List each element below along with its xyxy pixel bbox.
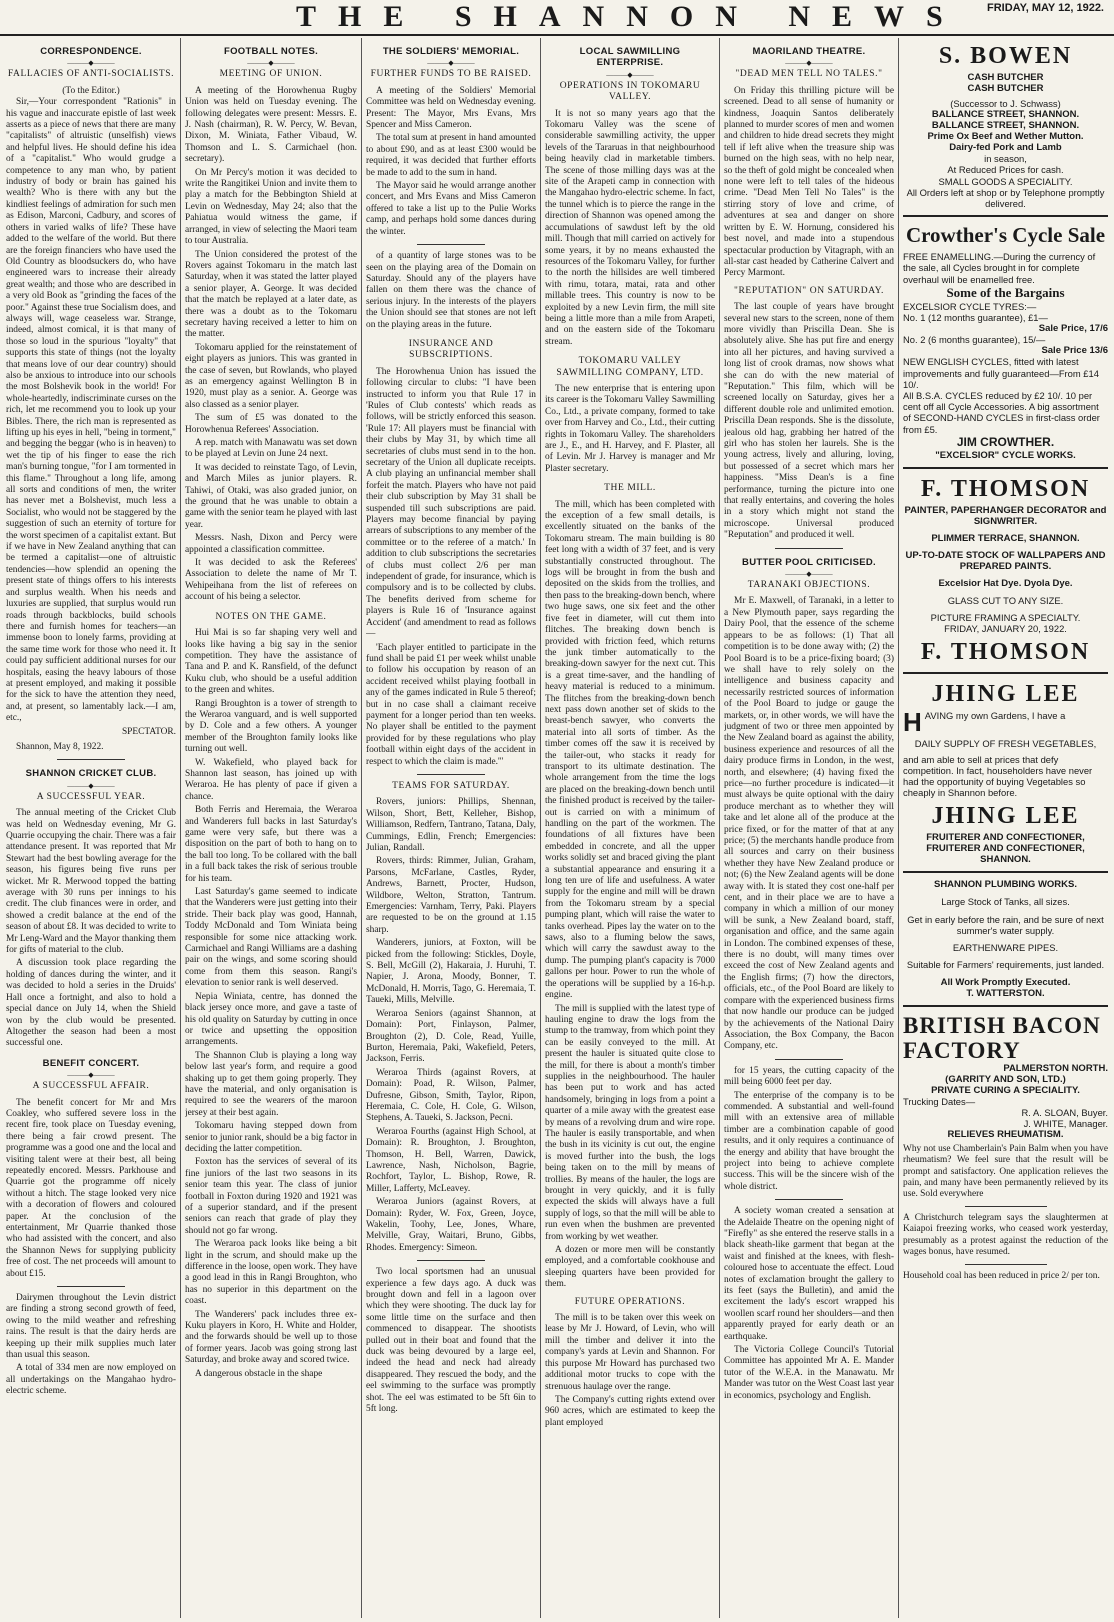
drop-cap: H bbox=[903, 710, 922, 735]
article-subtitle: THE MILL. bbox=[604, 483, 656, 494]
column-2 bbox=[185, 38, 357, 1618]
article-paragraph: Dairymen throughout the Levin district are finding a strong second growth of feed, owing to the mild weather and refreshing rains. The result is that the dairy herds are keeping up their milk supplies much later than usual this season. bbox=[6, 1293, 176, 1361]
advert-line: Some of the Bargains bbox=[946, 284, 1065, 300]
article-paragraph: for 15 years, the cutting capacity of the mill being 6000 feet per day. bbox=[724, 1065, 894, 1088]
divider bbox=[903, 215, 1108, 217]
advert-line: Prime Ox Beef and Wether Mutton. bbox=[927, 131, 1084, 143]
article-paragraph: of a quantity of large stones was to be seen on the playing area of the Domain on Saturday. Should any of the players have fallen on them there was the chance of serious injury. In the interests of the players the Union should see that stones are not left on the playing areas in the future. bbox=[366, 251, 536, 330]
advert-bacon-factory bbox=[903, 1013, 1108, 1130]
advert-address: BALLANCE STREET, SHANNON. bbox=[931, 109, 1080, 121]
advert-plumbing bbox=[903, 879, 1108, 998]
divider bbox=[903, 871, 1108, 873]
article-paragraph: A Christchurch telegram says the slaughtermen at Kaiapoi freezing works, who ceased work yesterday, presumably as a protest against the reduction of the wages bonus, have resumed. bbox=[903, 1213, 1108, 1257]
article-subtitle: MEETING OF UNION. bbox=[219, 69, 323, 80]
advert-thomson bbox=[903, 475, 1108, 667]
divider bbox=[775, 1059, 843, 1060]
article-paragraph: Last Saturday's game seemed to indicate that the Wanderers were just getting into their stride. Their back play was good, Hannah, Toddy McDonald and Tom Winiata being responsible for some nice attacking work. Carmichael and Rangi Williams are a dashing pair on the wings, and some scoring should come from them this season. Rangi's elevation to senior rank is well deserved. bbox=[185, 887, 357, 989]
article-paragraph: The Weraroa pack looks like being a bit light in the scrum, and should make up the difference in the loose, open work. They have a good lead in this in Rangi Broughton, who has no superior in this department on the coast. bbox=[185, 1239, 357, 1307]
divider bbox=[903, 672, 1108, 674]
advert-line: No. 2 (6 months guarantee), 15/— bbox=[903, 334, 1046, 346]
divider bbox=[903, 1005, 1108, 1007]
article-paragraph: The sum of £5 was donated to the Horowhenua Referees' Association. bbox=[185, 413, 357, 435]
article-paragraph: On Mr Percy's motion it was decided to write the Rangitikei Union and invite them to play a match for the Bebbington Shield at Levin on Wednesday, May 24; also that the Pahiatua would witness the game, if arranged, in view of selecting the Maori team to tour Australia. bbox=[185, 167, 357, 247]
article-paragraph: On Friday this thrilling picture will be screened. Dead to all sense of humanity or kindness, Joaquin Santos deliberately planned to murder scores of men and women and children to hide dread secrets they might tell if left alive when the treasure ship was burned on the high seas, with no help near, so the theft of gold might be concealed when none were left to tell tales of the hideous crime. "Dead Men Tell No Tales" is the stirring story of love and crime, of adventures at sea and danger on shore written by E. W. Hornung, considered his best novel, and made into a stupendous spectacular production by Vitagraph, with an all-star cast headed by Catherine Calvert and Percy Marmont. bbox=[724, 85, 894, 279]
advert-name: F. THOMSON bbox=[920, 475, 1091, 502]
column-4 bbox=[545, 38, 715, 1618]
article-paragraph: A society woman created a sensation at the Adelaide Theatre on the opening night of "Firefly" as she entered the reserve stalls in a black sheath-like garment that began at the waist and finished at the knees, with flesh-coloured hose to accentuate the effect. Loud notes of exclamation brought the gallery to its feet (says the Bulletin), and amid the excitement the lady's escort wrapped his woollen scarf round her shoulders—and then apparently prayed for early death or an earthquake. bbox=[724, 1206, 894, 1342]
article-subtitle: "DEAD MEN TELL NO TALES." bbox=[735, 69, 883, 80]
article-paragraph: It was decided to reinstate Tago, of Levin, and March Miles as junior players. R. Tahiwi, of Otaki, was also graded junior, on the ground that he was unable to obtain a game with the senior team he played with last year. bbox=[185, 462, 357, 530]
advert-name: JHING LEE bbox=[931, 803, 1080, 830]
advert-line: AVING my own Gardens, I have a bbox=[924, 710, 1066, 722]
ornament: ———◆——— bbox=[606, 70, 654, 79]
article-paragraph: A meeting of the Soldiers' Memorial Committee was held on Wednesday evening. Present: The Mayor, Mrs Evans, Mrs Spencer and Miss Cameron. bbox=[366, 85, 536, 131]
divider bbox=[775, 548, 843, 549]
article-subtitle: FUTURE OPERATIONS. bbox=[574, 1296, 686, 1307]
advert-line: No. 1 (12 months guarantee), £1— bbox=[903, 312, 1048, 324]
advert-line: and am able to sell at prices that defy competition. In fact, householders have never had the opportunity of buying Vegetables so cheaply in Shannon before. bbox=[903, 753, 1093, 799]
article-paragraph: Two local sportsmen had an unusual experience a few days ago. A duck was brought down and fell in a lagoon over which they were shooting. The duck lay for some little time on the surface and then commenced to disappear. The shootists pulled out in their boat and found that the duck was being devoured by a large eel, indeed the head and neck had already disappeared. They rescued the body, and the eel swimming to the surface was promptly shot. The eel was estimated to be 5ft 6in to 5ft long. bbox=[366, 1267, 536, 1415]
article-paragraph: The benefit concert for Mr and Mrs Coakley, who suffered severe loss in the recent fire, took place on Tuesday evening, there being a fair crowd present. The programme was a good one and the local and visiting talent were at their best, all being repeatedly encored. Messrs. Parkhouse and Quarrie got the programme off nicely without a hitch. The stage looked very nice with a decoration of flowers and coloured paper. At the conclusion of the entertainment, Mr Quarrie thanked those who had assisted with the concert, and also the Shannon News for supplying publicity free of cost. The net proceeds will amount to about £15. bbox=[6, 1097, 176, 1279]
advert-name: Crowther's Cycle Sale bbox=[905, 223, 1106, 248]
article-title: THE SOLDIERS' MEMORIAL. bbox=[382, 46, 520, 57]
article-paragraph: The mill, which has been completed with the exception of a few small details, is excellently situated on the banks of the Tokomaru stream. The main building is 80 feet long with a width of 37 feet, and is very substantially constructed throughout. The logs will be brought in from the bush and deposited on the skids from the trollies, and then pass to the breaking-down bench, where two huge saws, one six feet and the other five feet in diameter, will cut them into flitches. The breaking down bench is provided with friction feed, which returns the junk timber automatically to the breaking-down sawyer for the next cut. This is a great time-saver, and the handling of heavy material is reduced to a minimum. The flitches from the breaking-down bench next pass down another set of skids to the breast-bench sawyer, who converts the material into all sorts of timber. As the timber comes off the saw it is received by the tailer-out, who stacks it ready for transport to its ultimate destination. The whole arrangement from the time the logs are placed on the breaking-down bench until the finished product is received by the tailer-out is carried on with a minimum of handling on the part of the workmen. The foundations of all fixtures have been embedded in concrete, and all the upper works solidly set and braced giving the plant a substantial appearance and ensuring it a long ten ure of life and usefulness. A water supply for the engine and mill will be drawn from the Tokomaru stream by a special pumping plant, which will raise the water to tanks overhead. Pipes lay the water on to the saws, also to a fluming below the saws, which will carry the sawdust away to the dump. The pumping plant's capacity is 7000 gallons per hour. Power to run the whole of the operations will be supplied by a 16-h.p. engine. bbox=[545, 499, 715, 1001]
advert-line: PAINTER, PAPERHANGER DECORATOR and SIGNWRITER. bbox=[904, 504, 1107, 527]
advert-bowen bbox=[903, 42, 1108, 209]
article-paragraph: The Wanderers' pack includes three ex-Kuku players in Koro, H. White and Holder, and the forwards should be well up to those of former years. Jacob was going strong last Saturday, and broke away and scored twice. bbox=[185, 1309, 357, 1366]
ornament: ———◆——— bbox=[67, 1071, 115, 1080]
advert-name: BRITISH BACON FACTORY bbox=[903, 1012, 1101, 1063]
advert-line: Suitable for Farmers' requirements, just landed. bbox=[906, 959, 1105, 971]
article-paragraph: Weraroa Seniors (against Shannon, at Domain): Port, Finlayson, Palmer, Broughton (2), D. Cole, Read, Yuille, Burton, Heremaia, Paki, Wakefield, Peters, Jackson, Ferris. bbox=[366, 1008, 536, 1065]
column-rule bbox=[540, 38, 541, 1618]
article-paragraph: A total of 334 men are now employed on all undertakings on the Mangahao hydro-electric scheme. bbox=[6, 1363, 176, 1397]
article-paragraph: Tokomaru applied for the reinstatement of eight players as juniors. This was granted in the case of seven, but Rowlands, who played as an emergency against Wellington B in 1920, must play as a senior. A. George was also classed as a senior player. bbox=[185, 342, 357, 410]
article-paragraph: The Company's cutting rights extend over 960 acres, which are estimated to keep the plant employed bbox=[545, 1394, 715, 1428]
article-paragraph: Hui Mai is so far shaping very well and looks like having a big say in the senior competition. They have the assistance of Tana and P. and K. Ransfield, of the defunct Kuku club, who should be a useful addition to the green and whites. bbox=[185, 628, 357, 696]
advert-line: Get in early before the rain, and be sure of next summer's water supply. bbox=[907, 913, 1104, 936]
article-subtitle: A SUCCESSFUL YEAR. bbox=[36, 791, 146, 802]
ornament: ———◆——— bbox=[67, 781, 115, 790]
article-paragraph: Wanderers, juniors, at Foxton, will be picked from the following: Stickles, Doyle, S. Bell, McGill (2), Hakaraia, J. Huruhi, T. Napier, J. Arona, Moody, Bonner, T. McDonald, H. Morris, Tago, G. Heremaia, T. Taueki, Mills, Melville. bbox=[366, 938, 536, 1006]
advert-line: J. WHITE, Manager. bbox=[1023, 1117, 1108, 1129]
advert-line: "EXCELSIOR" CYCLE WORKS. bbox=[935, 449, 1076, 461]
column-rule bbox=[361, 38, 362, 1618]
ornament: ———◆——— bbox=[785, 570, 833, 579]
advert-price: Sale Price, 17/6 bbox=[1038, 323, 1108, 335]
article-paragraph: Foxton has the services of several of its fine juniors of the last two seasons in its senior team this year. The class of junior football in Foxton during 1920 and 1921 was of a superior standard, and if the present seniors can reach that grade of play they should not go far wrong. bbox=[185, 1157, 357, 1236]
advert-name: SHANNON PLUMBING WORKS. bbox=[933, 879, 1078, 891]
advert-line: All Work Promptly Executed. bbox=[940, 976, 1071, 988]
article-paragraph: Weraroa Fourths (against High School, at Domain): R. Broughton, J. Broughton, Thomson, H. Bell, Warren, Dawick, Lawrence, Nash, Nicholson, Bagrie, Rochfort, Taylor, L. Bishop, Rowe, R. Miller, Lafferty, McLeavey. bbox=[366, 1126, 536, 1194]
letter-body: Sir,—Your correspondent "Rationis" in his vague and inaccurate epistle of last week asserts as a piece of news that there are many "capitalists" of altruistic (unselfish) views and helpful lives. He should define his idea of a "capitalist." Who would grudge a competence to any man who, by patient industry of body or brain has gained his wealth? Who is there with any but the kindliest feelings of admiration for such men as Edison, Marconi, Cadbury, and scores of others in varied walks of life? These have added to the welfare of the world. But there are the foreign financiers who have used the Old Country as bloodsuckers do, who have engineered wars to increase their already great wealth; and those who are described in a very old Book as "grinding the faces of the poor." Against these true Socialism does, and always will, wage ceaseless war. Strange, indeed, almost comical, it is that many of those so loud in the spurious "loyalty" that supports this state of things (not the loyalty that means love of our dear country) should also be anxious to introduce into our schools the most Bolshevik book in the world! For whole-heartedly, indiscriminate curses on the rich, let me recommend you to look up your Bibles. There, the rich man is represented as lifting up his eyes in hell, "being in torment," and begging the beggar (who is in heaven) to wet the tip of his finger to ease the rich man's burning tongue, "for I am tormented in this flame." Throughout a long life, among all sorts and conditions of men, the writer has never met a Bolshevist, much less a Socialist, who would not be staggered by the suggestion of such an eternity of torture for the worst specimen of a capitalist extant. But if we have in New Zealand anything that can be termed a capitalist—one of altruistic tendencies—how splendid an opening the present state of things offers to his interests and surplus wealth. When his needs and luxuries are supplied, that surplus would run roads through backblocks, build schools there and furnish homes for teachers—an immense boon to lonely farms, providing at the same time work for those who need it. It could pay sufficient additional nurses for our hospitals, easing the heavy labours of those at present employed, and making it possible for the sick to have the attention they need, and, at present, so lamentably lack.—I am, etc., bbox=[6, 97, 176, 724]
divider bbox=[57, 759, 125, 760]
column-5 bbox=[724, 38, 894, 1618]
article-paragraph: The Shannon Club is playing a long way below last year's form, and require a good shaking up to get them going properly. They have the material, and only organisation is required to see the wearers of the maroon jersey at their best again. bbox=[185, 1050, 357, 1118]
advert-name: S. BOWEN bbox=[938, 43, 1073, 69]
article-subtitle: TOKOMARU VALLEY SAWMILLING COMPANY, LTD. bbox=[556, 356, 704, 378]
divider bbox=[417, 1260, 485, 1261]
article-subtitle: FURTHER FUNDS TO BE RAISED. bbox=[370, 69, 532, 80]
advert-jhing-lee bbox=[903, 680, 1108, 865]
article-title: BENEFIT CONCERT. bbox=[42, 1057, 140, 1069]
advert-line: PICTURE FRAMING A SPECIALTY. bbox=[930, 612, 1081, 624]
advert-line: CASH BUTCHER bbox=[967, 72, 1044, 83]
advert-line: NEW ENGLISH CYCLES, fitted with latest improvements and fully guaranteed—From £14 10/. bbox=[903, 356, 1099, 390]
divider bbox=[417, 774, 485, 775]
article-paragraph: The enterprise of the company is to be commended. A substantial and well-found mill with an extensive area of millable timber are a combination capable of good results, and it only requires a continuance of the energy and ability that have brought the project into being to achieve complete success. This will be the sincere wish of the whole district. bbox=[724, 1090, 894, 1192]
article-paragraph: The Union considered the protest of the Rovers against Tokomaru in the match last Saturday, when it was stated the latter played a senior player, A. George. It was decided that the match be replayed at a later date, as there was a doubt as to the Tokomaru secretary having received a letter to him on the matter. bbox=[185, 249, 357, 340]
divider bbox=[965, 1206, 1047, 1207]
letter-signature: SPECTATOR. bbox=[121, 726, 176, 737]
divider bbox=[417, 244, 485, 245]
advert-line: Dairy-fed Pork and Lamb bbox=[949, 142, 1062, 154]
article-paragraph: The new enterprise that is entering upon its career is the Tokomaru Valley Sawmilling Co., Ltd., a private company, formed to take over from Harvey and Co., Ltd., their cutting rights in Tokomaru Valley. The shareholders are J., E., and H. Harvey, and F. Plaster, all of Levin. Mr J. Harvey is manager and Mr Plaster secretary. bbox=[545, 383, 715, 474]
advert-line: FRUITERER AND CONFECTIONER, bbox=[926, 832, 1085, 844]
article-paragraph: It is not so many years ago that the Tokomaru Valley was the scene of considerable sawmilling activity, the upper levels of the Tararuas in that neighbourhood being heavily clad in marketable timbers. The scene of those milling days was at the site of the Arapeti camp in connection with the Mangahao hydro-electric scheme. In fact, the tunnel which is to pierce the range in the direction of Shannon was opened among the accumulations of sawdust left by the old mill. Though that mill carried on actively for some years, it by no means exhausted the resources of the Tokomaru Valley, for further to the north the hillsides are well timbered with rimu, totara, matai, rata and other millable trees. This country is now to be exploited by a new Levin firm, the mill site being a little more than a mile from Arapeti, and on the eastern side of the Tokomaru stream. bbox=[545, 108, 715, 347]
article-paragraph: A rep. match with Manawatu was set down to be played at Levin on June 24 next. bbox=[185, 438, 357, 460]
article-paragraph: A dangerous obstacle in the shape bbox=[195, 1368, 323, 1379]
article-paragraph: Weraroa Juniors (against Rovers, at Domain): Ryder, W. Fox, Green, Joyce, Wakelin, Toohy, Lee, Jones, Whare, Melville, Gray, Waitari, Bruno, Gibbs, Rhodes. Emergency: Simeon. bbox=[366, 1197, 536, 1253]
column-6-adverts bbox=[903, 38, 1108, 1618]
article-subtitle: INSURANCE AND SUBSCRIPTIONS. bbox=[408, 338, 494, 361]
article-title: FOOTBALL NOTES. bbox=[223, 46, 319, 57]
article-paragraph: Both Ferris and Heremaia, the Weraroa and Wanderers full backs in last Saturday's game were very safe, but there was a disposition on the part of both to hang on to the ball too long. To be collared with the ball in a full back takes the risk of serious trouble for his team. bbox=[185, 805, 357, 884]
advert-rheumatism bbox=[903, 1129, 1108, 1200]
advert-line: Excelsior Hat Dye. Dyola Dye. bbox=[938, 577, 1073, 589]
advert-name: JHING LEE bbox=[931, 681, 1080, 708]
advert-line: FREE ENAMELLING.—During the currency of the sale, all Cycles brought in for complete overhaul will be enamelled free. bbox=[903, 251, 1096, 285]
article-paragraph: A dozen or more men will be constantly employed, and a comfortable cookhouse and sleeping quarters have been provided for them. bbox=[545, 1245, 715, 1290]
article-subtitle: A SUCCESSFUL AFFAIR. bbox=[32, 1081, 150, 1092]
advert-name: F. THOMSON bbox=[920, 639, 1091, 666]
article-paragraph: Messrs. Nash, Dixon and Percy were appointed a classification committee. bbox=[185, 533, 357, 555]
ornament: ———◆——— bbox=[67, 59, 115, 68]
advert-line: JIM CROWTHER. bbox=[956, 434, 1055, 449]
advert-crowther bbox=[903, 223, 1108, 461]
advert-line: FRIDAY, JANUARY 20, 1922. bbox=[944, 623, 1067, 635]
article-paragraph: The mill is supplied with the latest type of hauling engine to draw the logs from the stump to the tramway, from which point they can be easily conveyed to the mill. At present the hauler is situated quite close to the mill, for there is about a month's timber supplies in the neighbourhood. The hauler has been put to work and has acted handsomely, bringing in logs from a point a quarter of a mile away with the greatest ease by means of a revolving drum and wire rope. The hauler is easily transportable, and when the bush in its vicinity is cut out, the engine is moved further into the bush, the logs being taken on to the mill by means of trollies. By means of the hauler, the logs are brought in very quickly, and it is fully expected the skids will always have a full supply of logs, so that the mill will be able to run even when the bushmen are prevented from working by wet weather. bbox=[545, 1003, 715, 1242]
column-1 bbox=[6, 38, 176, 1618]
article-title: MAORILAND THEATRE. bbox=[752, 46, 866, 57]
column-rule bbox=[180, 38, 181, 1618]
article-subtitle: "REPUTATION" ON SATURDAY. bbox=[734, 285, 884, 296]
advert-price: Sale Price 13/6 bbox=[1041, 345, 1108, 357]
article-title: LOCAL SAWMILLING ENTERPRISE. bbox=[579, 46, 681, 69]
section-heading: CORRESPONDENCE. bbox=[40, 46, 142, 57]
advert-line: Trucking Dates— bbox=[903, 1095, 976, 1107]
advert-line: SMALL GOODS A SPECIALITY. bbox=[938, 175, 1073, 187]
article-subtitle: TEAMS FOR SATURDAY. bbox=[392, 780, 510, 791]
article-paragraph: Rangi Broughton is a tower of strength to the Weraroa vanguard, and is well supported by D. Cole and a few others. A younger member of the Broughton family looks like turning out well. bbox=[185, 698, 357, 755]
article-subtitle: OPERATIONS IN TOKOMARU VALLEY. bbox=[559, 80, 701, 103]
article-title: SHANNON CRICKET CLUB. bbox=[25, 768, 157, 780]
article-title: BUTTER POOL CRITICISED. bbox=[742, 556, 876, 568]
article-paragraph: A meeting of the Horowhenua Rugby Union was held on Tuesday evening. The following delegates were present: Messrs. E. J. Nash (chairman), R. W. Percy, W. Bevan, Dixon, M. Winiata, Father Vibaud, W. Thomson and L. S. Carmichael (hon. secretary). bbox=[185, 85, 357, 165]
advert-line: All B.S.A. CYCLES reduced by £2 10/. 10 per cent off all Cycle Accessories. A big assortment of SECOND-HAND CYCLES in first-class order from £5. bbox=[903, 390, 1100, 435]
advert-line: UP-TO-DATE STOCK OF WALLPAPERS AND PREPARED PAINTS. bbox=[905, 549, 1106, 572]
article-paragraph: The mill is to be taken over this week on lease by Mr J. Howard, of Levin, who will mill the timber and deliver it into the company's yards at Levin and Shannon. For this purpose Mr Howard has purchased two additional motor trucks to cope with the strenuous haulage over the range. bbox=[545, 1313, 715, 1392]
advert-line: CASH BUTCHER bbox=[967, 83, 1044, 94]
advert-line: All Orders left at shop or by Telephone promptly delivered. bbox=[906, 186, 1105, 210]
article-title: FALLACIES OF ANTI-SOCIALISTS. bbox=[7, 69, 175, 80]
article-paragraph: Tokomaru having stepped down from senior to junior rank, should be a big factor in deciding the latter competition. bbox=[185, 1121, 357, 1154]
article-subtitle: TARANAKI OBJECTIONS. bbox=[747, 580, 871, 591]
advert-line: SHANNON. bbox=[980, 854, 1031, 866]
divider bbox=[965, 1264, 1047, 1265]
advert-line: PRIVATE CURING A SPECIALITY. bbox=[931, 1084, 1080, 1096]
article-paragraph: Household coal has been reduced in price 2/ per ton. bbox=[903, 1270, 1100, 1281]
article-subtitle: NOTES ON THE GAME. bbox=[215, 611, 327, 622]
advert-line: R. A. SLOAN, Buyer. bbox=[1021, 1106, 1108, 1118]
advert-line: FRUITERER AND CONFECTIONER, bbox=[926, 843, 1085, 855]
advert-name: RELIEVES RHEUMATISM. bbox=[947, 1129, 1064, 1141]
ornament: ———◆——— bbox=[247, 59, 295, 68]
advert-line: (GARRITY AND SON, LTD.) bbox=[945, 1073, 1066, 1085]
advert-line: in season, bbox=[984, 153, 1027, 165]
article-paragraph: It was decided to ask the Referees' Association to delete the name of Mr T. Wehipeihana from the list of referees on account of his being a selector. bbox=[185, 558, 357, 603]
article-paragraph: 'Each player entitled to participate in the fund shall be paid £1 per week whilst unable to follow his occupation by reason of an accident received whilst playing football in any of the games indicated in Rule 5 thereof; but in no case shall a claimant receive payment for a longer period than ten weeks. No player shall be entitled to the payment provided for by these regulations who play football within eight days of the accident in respect to which the claim is made.'" bbox=[366, 642, 536, 767]
advert-line: GLASS CUT TO ANY SIZE. bbox=[947, 594, 1064, 606]
article-paragraph: A discussion took place regarding the holding of dances during the winter, and it was decided to hold a series in the Druids' Hall once a fortnight, and also to hold a special dance on July 14, when the Shield won by the club would be presented. Altogether the season had been a most successful one. bbox=[6, 958, 176, 1049]
advert-line: Large Stock of Tanks, all sizes. bbox=[941, 896, 1070, 908]
letter-salutation: (To the Editor.) bbox=[62, 85, 120, 96]
article-paragraph: The total sum at present in hand amounted to about £90, and as at least £300 would be required, it was decided that further efforts be made to add to the sum in hand. bbox=[366, 133, 536, 178]
divider bbox=[775, 1199, 843, 1200]
article-paragraph: W. Wakefield, who played back for Shannon last season, has joined up with Weraroa. He has plenty of pace if given a chance. bbox=[185, 757, 357, 802]
divider bbox=[57, 1286, 125, 1287]
advert-line: Why not use Chamberlain's Pain Balm when you have rheumatism? We feel sure that the result will be prompt and satisfactory. One application relieves the pain, and many have been permanently relieved by its use. Sold everywhere bbox=[903, 1144, 1108, 1199]
article-paragraph: The Victoria College Council's Tutorial Committee has appointed Mr A. E. Mander tutor of the W.E.A. in the Manawatu. Mr Mander was tutor on the West Coast last year in economics, psychology and English. bbox=[724, 1345, 894, 1401]
masthead-date: FRIDAY, MAY 12, 1922. bbox=[987, 2, 1104, 14]
article-paragraph: The Horowhenua Union has issued the following circular to clubs: "I have been instructed to inform you that Rule 17 in 'Rules of Club contests' which reads as follows, will be strictly enforced this season. 'Rule 17: All players must be financial with their clubs by May 31, by which time all secretaries of clubs must send in to the hon. secretary of the Union all duplicate receipts. A club playing an unfinancial member shall forfeit the match. Players who have not paid their club subscription by May 31 shall be suspended till such subscriptions are paid. Players may become financial by paying arrears of subscriptions to any member of the committee or to the referee of a match.' In addition to club subscriptions the secretaries of clubs must collect 2/6 per man independent of grade, for insurance, which is compulsory and is to be collected by clubs. The benefits derived from scheme for players is Rule 16 of 'Insurance against Accident' (and amendment to read as follows— bbox=[366, 366, 536, 640]
advert-line: EARTHENWARE PIPES. bbox=[952, 942, 1059, 954]
article-paragraph: Rovers, thirds: Rimmer, Julian, Graham, Parsons, McFarlane, Castles, Ryder, Andrews, Barnett, Procter, Hudson, Wildbore, Welton, Stratton, Tantrum. Emergencies: Varnham, Terry, Paki. Players are requested to be on the ground at 1.15 sharp. bbox=[366, 856, 536, 935]
article-paragraph: The last couple of years have brought several new stars to the screen, none of them more vividly than Priscilla Dean. She is absolutely alive. She has put fire and energy into all her pictures, and having survived a long list of crook dramas, now shows what she can do with the new material of "Reputation." This film, which will be screened locally on Saturday, gives her a different double role and unlimited emotion. Priscilla Dean responds. She is the dissolute, jealous old hag, grabbing her hatred of the girl who has stolen her laurels. She is the young actress, lively and alluring, loving, but possessed of a secret which mars her happiness. "Miss Dean's is a fine performance, turning the picture into one that really entertains, and covering the holes in a story which might not stand the microscope. Universal produced "Reputation" and produced it well. bbox=[724, 302, 894, 541]
column-rule bbox=[719, 38, 720, 1618]
article-paragraph: Rovers, juniors: Phillips, Shennan, Wilson, Short, Bett, Kelleher, Bishop, Williamson, Redfern, Tantrano, Tatana, Daly, Cummings, Edlin, French; Emergencies: Julian, Randall. bbox=[366, 797, 536, 853]
column-rule bbox=[898, 38, 899, 1618]
masthead-title: THE SHANNON NEWS bbox=[296, 0, 965, 33]
masthead bbox=[0, 0, 1114, 36]
divider bbox=[903, 467, 1108, 469]
article-paragraph: Weraroa Thirds (against Rovers, at Domain): Poad, R. Wilson, Palmer, Dufresne, Gibson, Smith, Taylor, Ripon, Heremaia, C. Cole, H. Cole, G. Wilson, Stephens, A. Taueki, S. Jackson, Pecni. bbox=[366, 1067, 536, 1124]
column-3 bbox=[366, 38, 536, 1618]
advert-line: DAILY SUPPLY OF FRESH VEGETABLES, bbox=[914, 738, 1097, 750]
advert-address: PLIMMER TERRACE, SHANNON. bbox=[931, 532, 1080, 544]
article-paragraph: Mr E. Maxwell, of Taranaki, in a letter to a New Plymouth paper, says regarding the Dairy Pool, that the essence of the scheme appears to be as follows: (1) That all competition is to be done away with; (2) the Pool Board is to be a price-fixing board; (3) we shall have to rely solely on the intelligence and business capacity and necessarily restricted sources of information of the Pool Board to judge or gauge the markets, or, in other words, we will have the judgment of two or three men appointed by the New Zealand board as against the ability, business experience and resources of all the dairy produce firms in London, in the west, north, and elsewhere; (4) having fixed the price—no further procedure is indicated—it must always be quite optional with the dairy produce merchant as to whether they will take and let alone all of the produce at the price fixed, or for the matter of that at any price; (5) the merchants handle produce from all sources and carry on their business whether they have New Zealand produce or not; (6) the New Zealand agents will be done away with. It is stated they cost one-half per cent, and in their place we are to have a company in which a million of our money will be sunk, a New Zealand board, staff, organisation and office, and the same again in London. The combined expenses of these, there is no doubt, will many times over exceed the cost of New Zealand agents and the English firms; (7) how the directors, officials, etc., of the Pool Board are likely to compare with the experienced business firms that now handle our produce can be judged by the achievements of the National Dairy Association, the Box Company, the Bacon Company, etc. bbox=[724, 596, 894, 1052]
advert-line: PALMERSTON NORTH. bbox=[1003, 1062, 1108, 1074]
letter-dateline: Shannon, May 8, 1922. bbox=[16, 741, 104, 752]
advert-line: (Successor to J. Schwass) bbox=[950, 98, 1061, 109]
advert-line: T. WATTERSTON. bbox=[966, 987, 1045, 999]
article-paragraph: Nepia Winiata, centre, has donned the black jersey once more, and gave a taste of his old quality on Saturday by cutting in once or twice and upsetting the opposition arrangements. bbox=[185, 991, 357, 1048]
article-paragraph: The annual meeting of the Cricket Club was held on Wednesday evening, Mr G. Quarrie occupying the chair. There was a fair attendance present. It was reported that Mr Stewart had the best bowling average for the season, his figures being five runs per wicket. Mr R. Merwood topped the batting average with 30 runs per innings to his credit. The club finances were in order, and showed a credit balance at the end of the season of about £8. It was decided to write to Mr Leng-Ward and the Mayor thanking them for gifts of material to the club. bbox=[6, 808, 176, 956]
advert-line: EXCELSIOR CYCLE TYRES:— bbox=[903, 300, 1037, 312]
ornament: ———◆——— bbox=[785, 59, 833, 68]
ornament: ———◆——— bbox=[427, 59, 475, 68]
article-paragraph: The Mayor said he would arrange another concert, and Mrs Evans and Miss Cameron offered to take a list up to the Pulie Works camp, and perhaps hold some dances during the winter. bbox=[366, 181, 536, 237]
advert-line: At Reduced Prices for cash. bbox=[947, 164, 1064, 176]
advert-address: BALLANCE STREET, SHANNON. bbox=[931, 120, 1080, 132]
